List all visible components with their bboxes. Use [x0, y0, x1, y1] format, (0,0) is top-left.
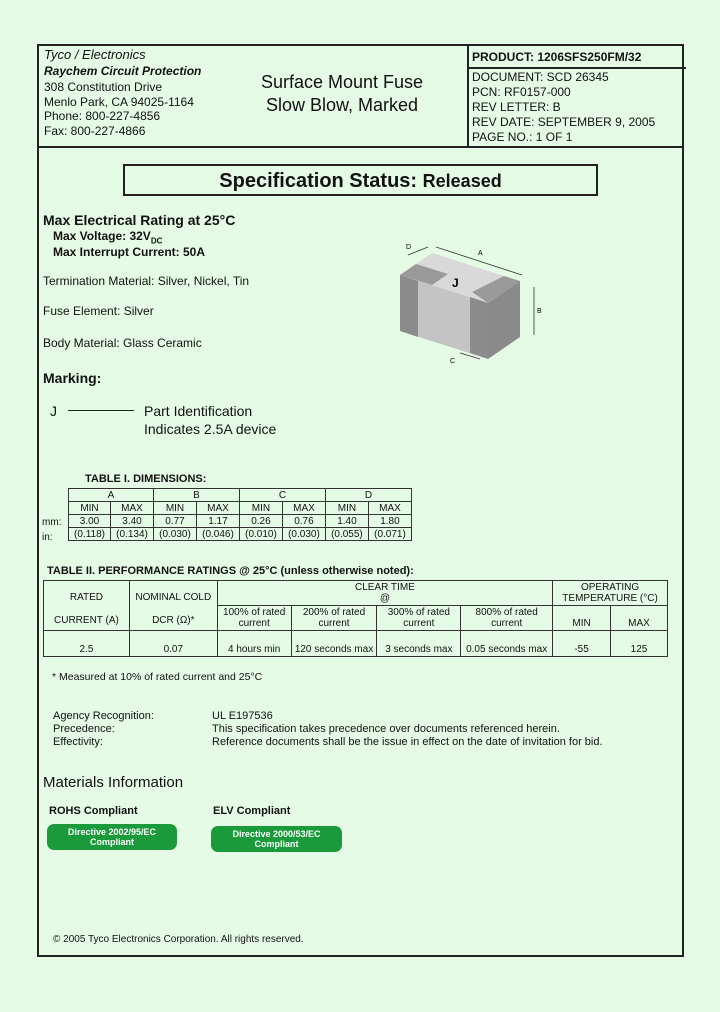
- rev-date: REV DATE: SEPTEMBER 9, 2005: [472, 115, 656, 129]
- table2-header-row-1: [44, 581, 668, 606]
- table2-cell: -55: [553, 631, 611, 657]
- product-number: PRODUCT: 1206SFS250FM/32: [472, 50, 642, 64]
- page-number: PAGE NO.: 1 OF 1: [472, 130, 573, 144]
- rohs-badge: [47, 824, 177, 850]
- table1-cell: (0.030): [154, 528, 197, 541]
- address-line-1: 308 Constitution Drive: [44, 80, 163, 94]
- table2-c300: 300% of rated current: [377, 606, 461, 631]
- table1-cell: (0.010): [239, 528, 282, 541]
- table1-in-label: in:: [42, 532, 53, 543]
- table2-c800: 800% of rated current: [461, 606, 553, 631]
- table2-operating: OPERATING: [580, 582, 640, 593]
- precedence-label: Precedence:: [53, 723, 115, 735]
- table2-rated: RATED: [69, 592, 104, 603]
- table1-cell: 3.00: [69, 515, 111, 528]
- table1-in-row: [69, 528, 412, 541]
- phone: Phone: 800-227-4856: [44, 109, 161, 123]
- table2-cell: 125: [611, 631, 668, 657]
- table2-at: @: [379, 593, 390, 604]
- rohs-badge-line-2: Compliant: [90, 837, 134, 847]
- table2-rated-header: [44, 581, 130, 631]
- table2-temperature: TEMPERATURE (°C): [562, 593, 658, 604]
- effectivity-label: Effectivity:: [53, 736, 103, 748]
- table1-group-c: C: [239, 489, 325, 502]
- table1-subheader: MAX: [368, 502, 411, 515]
- division-name: Raychem Circuit Protection: [44, 64, 202, 78]
- header-divider: [39, 146, 682, 148]
- marking-desc-2: Indicates 2.5A device: [144, 421, 277, 437]
- table2-data-row: [44, 631, 668, 657]
- table1-cell: 0.77: [154, 515, 197, 528]
- diagram-marking: J: [452, 276, 459, 290]
- body-material: Body Material: Glass Ceramic: [43, 336, 202, 350]
- marking-heading: Marking:: [43, 370, 102, 386]
- doc-title-line-1: Surface Mount Fuse: [260, 72, 424, 92]
- rohs-label: ROHS Compliant: [49, 805, 138, 817]
- ratings-heading: Max Electrical Rating at 25°C: [43, 212, 236, 228]
- table2-c200: 200% of rated current: [291, 606, 377, 631]
- table1-group-b: B: [154, 489, 240, 502]
- header-right-border: [467, 46, 469, 146]
- table2-footnote: * Measured at 10% of rated current and 25°C: [52, 671, 263, 683]
- copyright: © 2005 Tyco Electronics Corporation. All rights reserved.: [53, 934, 304, 945]
- table2-current: CURRENT (A): [54, 615, 119, 626]
- fax: Fax: 800-227-4866: [44, 124, 146, 138]
- dim-label-d: D: [406, 244, 412, 251]
- table1-cell: 3.40: [111, 515, 154, 528]
- elv-label: ELV Compliant: [213, 805, 291, 817]
- dimensions-table: [68, 488, 412, 541]
- max-voltage-label: Max Voltage: 32V: [53, 229, 151, 243]
- table1-subheader: MIN: [239, 502, 282, 515]
- table2-clear-time: CLEAR TIME: [354, 582, 415, 593]
- rev-letter: REV LETTER: B: [472, 100, 561, 114]
- table1-title: TABLE I. DIMENSIONS:: [85, 473, 207, 485]
- materials-info-heading: Materials Information: [43, 774, 184, 791]
- termination-material: Termination Material: Silver, Nickel, Tin: [43, 274, 250, 288]
- table2-op-temp-header: [553, 581, 668, 606]
- table1-cell: (0.030): [282, 528, 325, 541]
- effectivity-value: Reference documents shall be the issue in effect on the date of invitation for bid.: [212, 736, 603, 748]
- table1-subheader: MAX: [111, 502, 154, 515]
- table1-cell: (0.071): [368, 528, 411, 541]
- performance-table: [43, 580, 668, 657]
- table1-subheader-row: [69, 502, 412, 515]
- table1-group-d: D: [325, 489, 411, 502]
- marking-desc-1: Part Identification: [144, 403, 253, 419]
- table1-cell: 0.76: [282, 515, 325, 528]
- max-interrupt-current: Max Interrupt Current: 50A: [53, 245, 206, 259]
- status-value: Released: [422, 171, 502, 191]
- table2-clear-time-header: [217, 581, 552, 606]
- table2-cell: 0.05 seconds max: [461, 631, 553, 657]
- fuse-dimension-diagram: [392, 235, 552, 375]
- marking-code: J: [50, 403, 57, 419]
- precedence-value: This specification takes precedence over documents referenced herein.: [212, 723, 560, 735]
- marking-leader-line: [68, 410, 134, 411]
- right-termination-front: [470, 297, 488, 359]
- agency-recognition-label: Agency Recognition:: [53, 710, 154, 722]
- table1-cell: (0.118): [69, 528, 111, 541]
- table2-cell: 0.07: [129, 631, 217, 657]
- product-separator: [467, 67, 686, 69]
- table1-cell: (0.134): [111, 528, 154, 541]
- table1-subheader: MIN: [154, 502, 197, 515]
- table2-min: MIN: [553, 606, 611, 631]
- elv-badge-line-1: Directive 2000/53/EC: [232, 829, 321, 839]
- table2-dcr-header: [129, 581, 217, 631]
- table1-group-row: [69, 489, 412, 502]
- company-name: Tyco / Electronics: [44, 47, 146, 62]
- elv-badge-line-2: Compliant: [254, 839, 299, 849]
- table2-dcr: DCR (Ω)*: [152, 615, 195, 626]
- fuse-element: Fuse Element: Silver: [43, 304, 154, 318]
- table1-cell: 1.80: [368, 515, 411, 528]
- dim-label-b: B: [537, 308, 542, 315]
- table1-mm-row: [69, 515, 412, 528]
- document-number: DOCUMENT: SCD 26345: [472, 70, 609, 84]
- table2-c100: 100% of rated current: [217, 606, 291, 631]
- max-voltage: [53, 229, 162, 245]
- dim-label-c: C: [450, 358, 456, 365]
- table2-cell: 3 seconds max: [377, 631, 461, 657]
- status-label: Specification Status:: [219, 170, 418, 192]
- table1-subheader: MAX: [196, 502, 239, 515]
- table1-cell: (0.055): [325, 528, 368, 541]
- table1-cell: 1.17: [196, 515, 239, 528]
- table2-cell: 2.5: [44, 631, 130, 657]
- doc-title-line-2: Slow Blow, Marked: [265, 95, 419, 115]
- table1-mm-label: mm:: [42, 517, 62, 528]
- table1-group-a: A: [69, 489, 154, 502]
- voltage-subscript: DC: [150, 236, 163, 246]
- rohs-badge-line-1: Directive 2002/95/EC: [67, 827, 157, 837]
- pcn-number: PCN: RF0157-000: [472, 85, 571, 99]
- table2-max: MAX: [611, 606, 668, 631]
- agency-recognition-value: UL E197536: [212, 710, 273, 722]
- left-termination-front: [400, 275, 418, 337]
- address-line-2: Menlo Park, CA 94025-1164: [44, 95, 194, 109]
- table2-cell: 4 hours min: [217, 631, 291, 657]
- table1-cell: (0.046): [196, 528, 239, 541]
- table2-title: TABLE II. PERFORMANCE RATINGS @ 25°C (unless otherwise noted):: [47, 565, 414, 577]
- table1-cell: 1.40: [325, 515, 368, 528]
- dim-label-a: A: [478, 250, 483, 257]
- elv-badge: [211, 826, 342, 852]
- table2-nominal-cold: NOMINAL COLD: [135, 592, 212, 603]
- specification-status: [123, 164, 598, 196]
- table1-cell: 0.26: [239, 515, 282, 528]
- table1-subheader: MIN: [325, 502, 368, 515]
- table1-subheader: MIN: [69, 502, 111, 515]
- table1-subheader: MAX: [282, 502, 325, 515]
- table2-cell: 120 seconds max: [291, 631, 377, 657]
